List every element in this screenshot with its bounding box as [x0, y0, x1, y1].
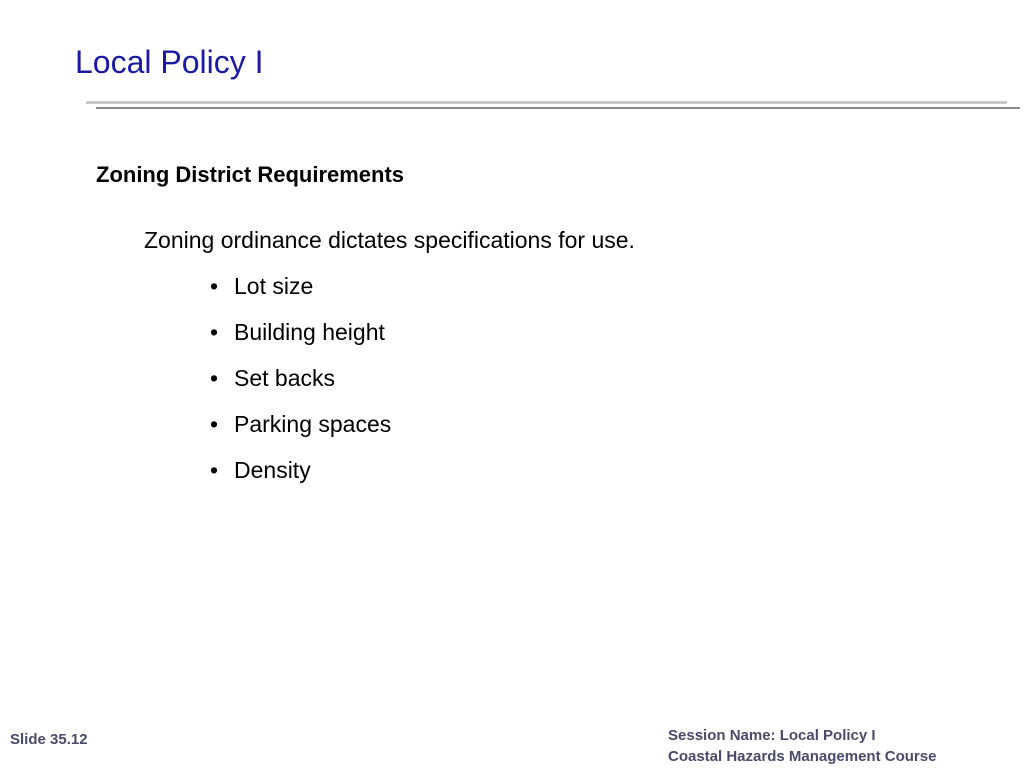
bullet-icon: • [210, 411, 219, 437]
title-divider-dark [96, 107, 1020, 109]
bullet-item-parking-spaces [210, 410, 391, 456]
bullet-item-density [210, 456, 391, 502]
course-name: Coastal Hazards Management Course [668, 748, 937, 765]
bullet-item-building-height [210, 318, 391, 364]
bullet-text: Set backs [234, 365, 335, 391]
session-name: Session Name: Local Policy I [668, 727, 876, 744]
bullet-list [210, 272, 391, 502]
section-heading: Zoning District Requirements [96, 162, 405, 187]
bullet-text: Density [234, 457, 311, 483]
bullet-item-set-backs [210, 364, 391, 410]
bullet-icon: • [210, 365, 219, 391]
bullet-icon: • [210, 319, 219, 345]
bullet-text: Parking spaces [234, 411, 392, 437]
bullet-icon: • [210, 457, 219, 483]
bullet-item-lot-size [210, 272, 391, 318]
intro-text: Zoning ordinance dictates specifications for use. [144, 227, 635, 253]
bullet-icon: • [210, 273, 219, 299]
slide-title: Local Policy I [75, 44, 264, 80]
bullet-text: Lot size [234, 273, 314, 299]
slide-number: Slide 35.12 [10, 731, 88, 748]
title-divider-light [86, 101, 1007, 104]
footer-info [668, 725, 936, 767]
bullet-text: Building height [234, 319, 385, 345]
